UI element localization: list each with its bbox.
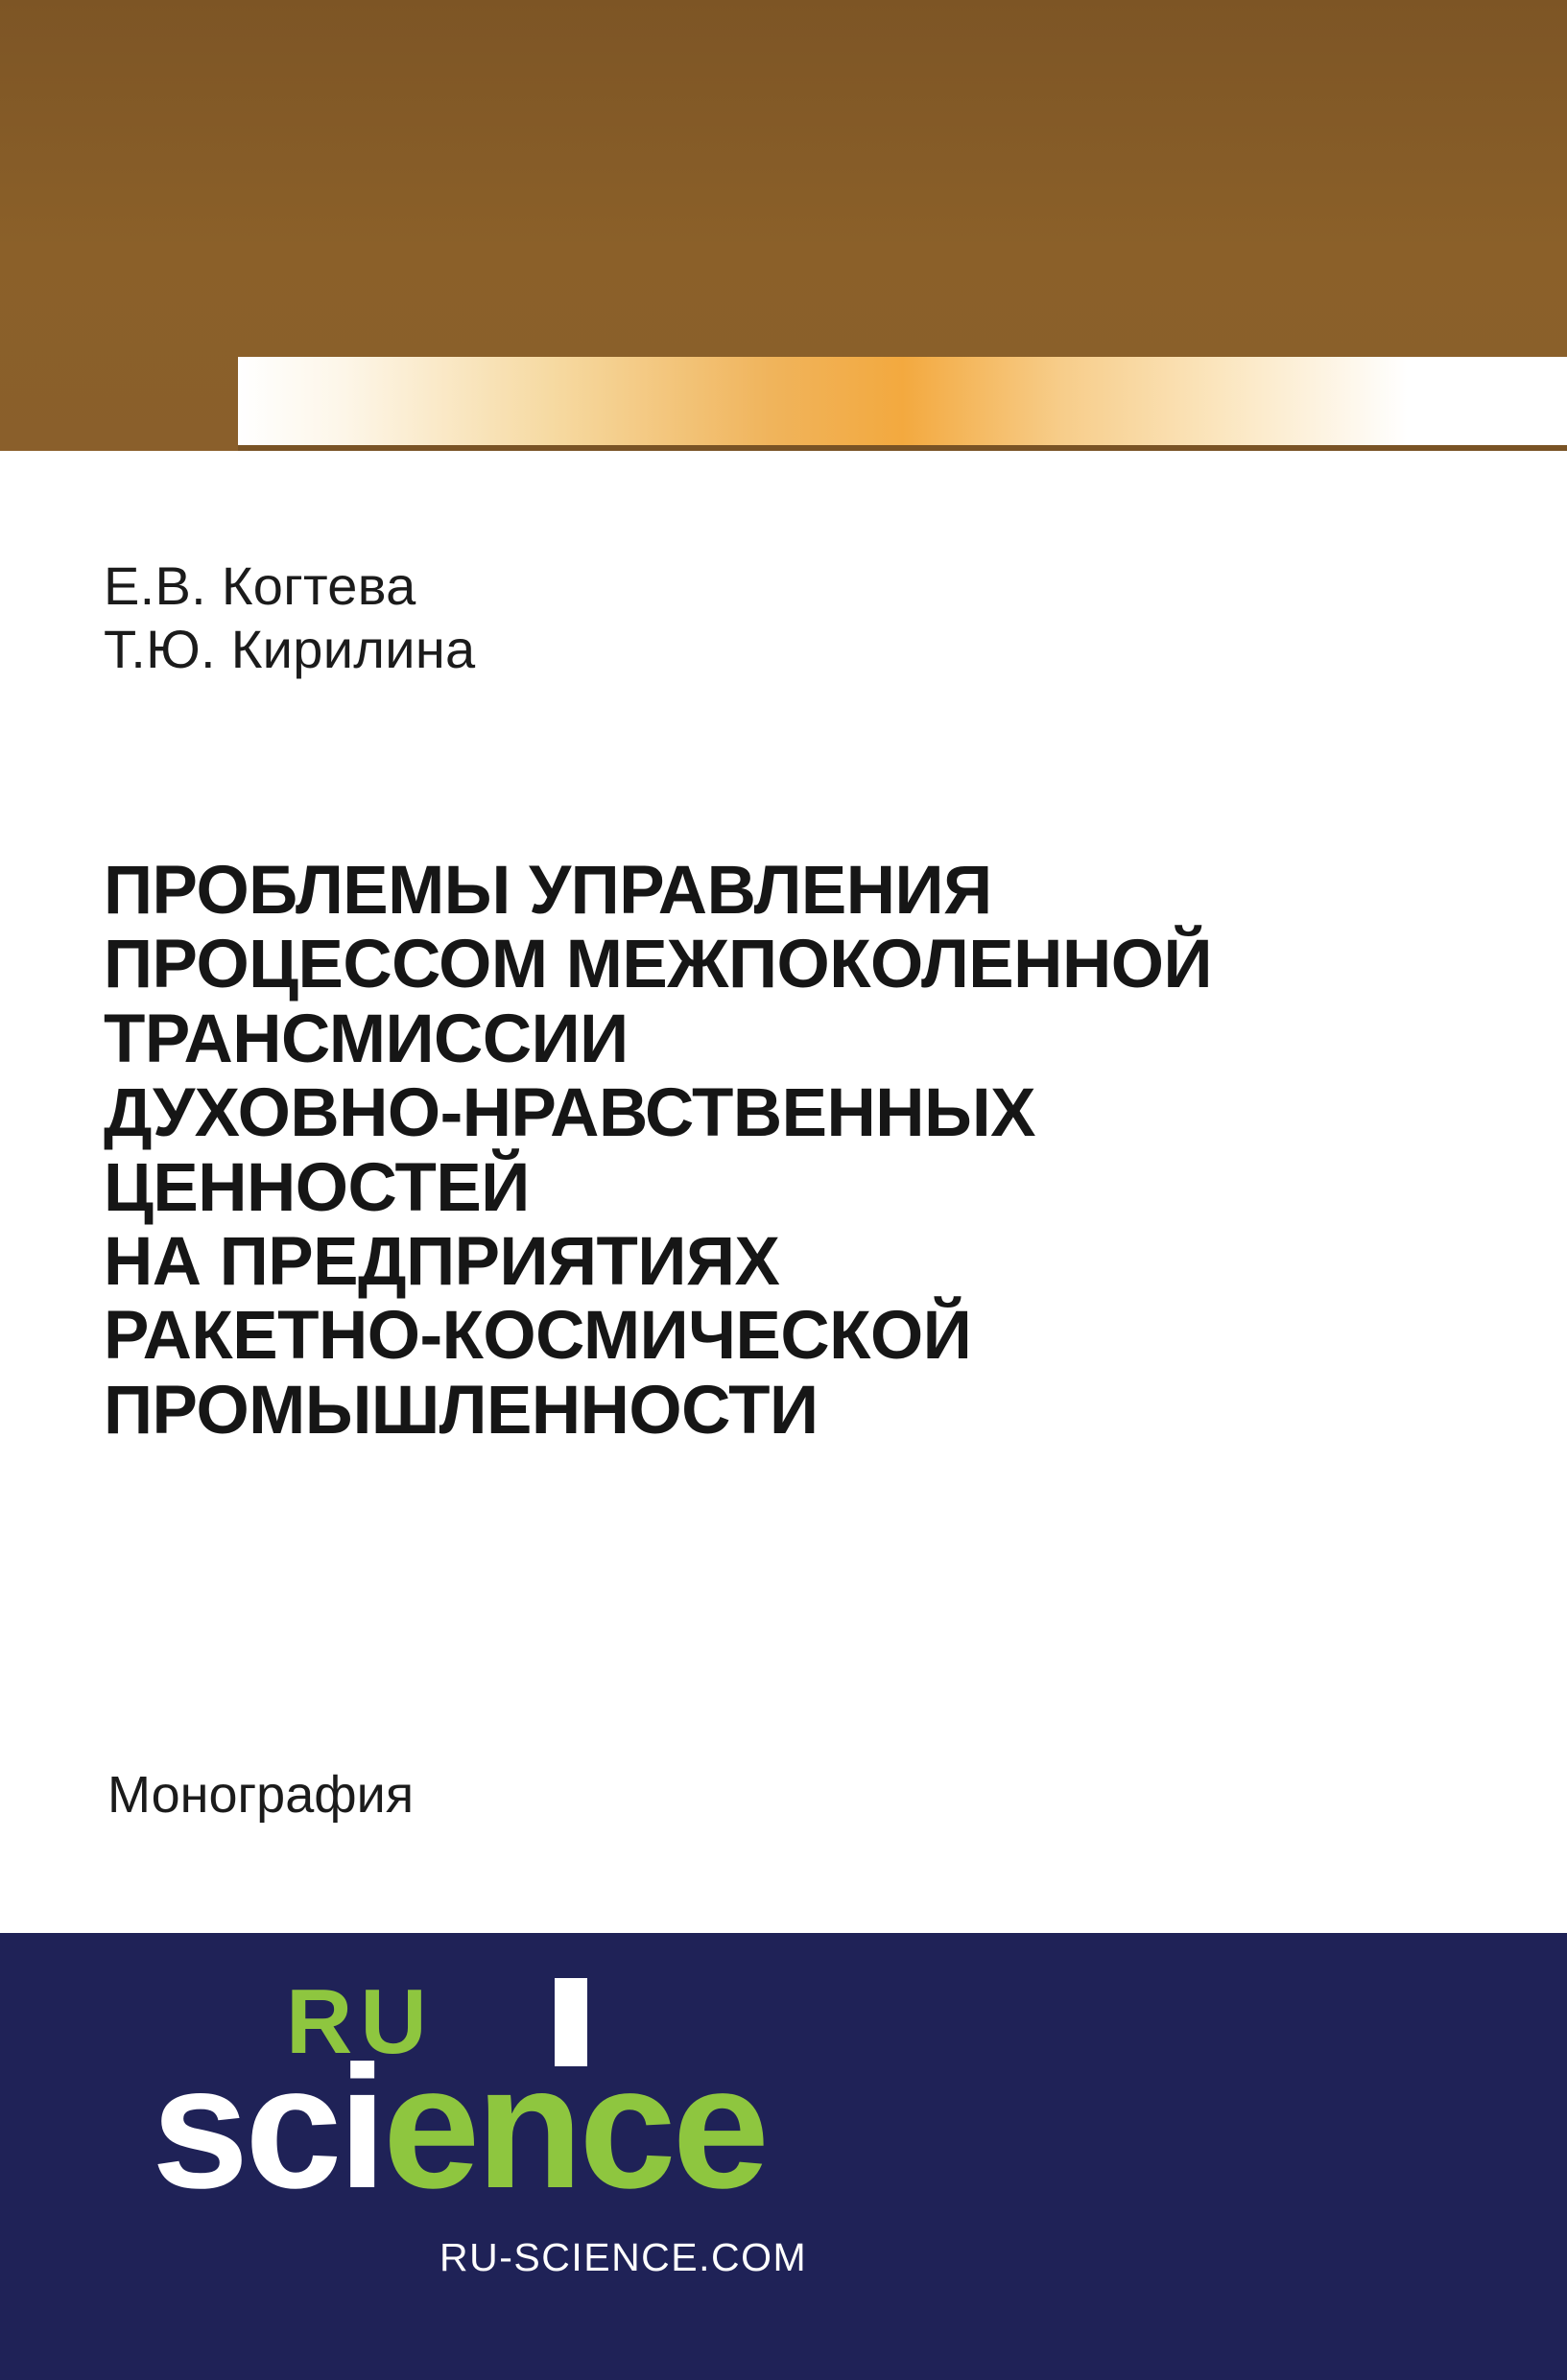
author-name: Е.В. Когтева — [104, 555, 416, 616]
book-subtitle: Монография — [107, 1766, 415, 1824]
publisher-logo — [142, 1957, 833, 2341]
book-title — [104, 854, 1466, 1448]
logo-sci-text: sci — [152, 2029, 384, 2225]
title-line: ТРАНСМИССИИ — [104, 1001, 629, 1077]
title-line: ПРОЦЕССОМ МЕЖПОКОЛЕННОЙ — [104, 927, 1212, 1003]
title-line: ПРОБЛЕМЫ УПРАВЛЕНИЯ — [104, 853, 992, 929]
title-line: ЦЕННОСТЕЙ — [104, 1149, 530, 1226]
logo-ence-text: ence — [383, 2029, 766, 2225]
title-line: НА ПРЕДПРИЯТИЯХ — [104, 1223, 780, 1300]
title-line: ПРОМЫШЛЕННОСТИ — [104, 1372, 819, 1449]
title-line: ДУХОВНО-НРАВСТВЕННЫХ — [104, 1075, 1035, 1152]
logo-wordmark — [152, 2029, 766, 2225]
publisher-url: RU-SCIENCE.COM — [439, 2235, 808, 2279]
title-line: РАКЕТНО-КОСМИЧЕСКОЙ — [104, 1298, 972, 1375]
authors-block — [104, 554, 1351, 681]
decorative-gradient-ribbon — [238, 357, 1567, 445]
cover-body — [0, 451, 1567, 1933]
author-name: Т.Ю. Кирилина — [104, 619, 476, 680]
logo-ru-text: RU — [286, 1970, 435, 2073]
